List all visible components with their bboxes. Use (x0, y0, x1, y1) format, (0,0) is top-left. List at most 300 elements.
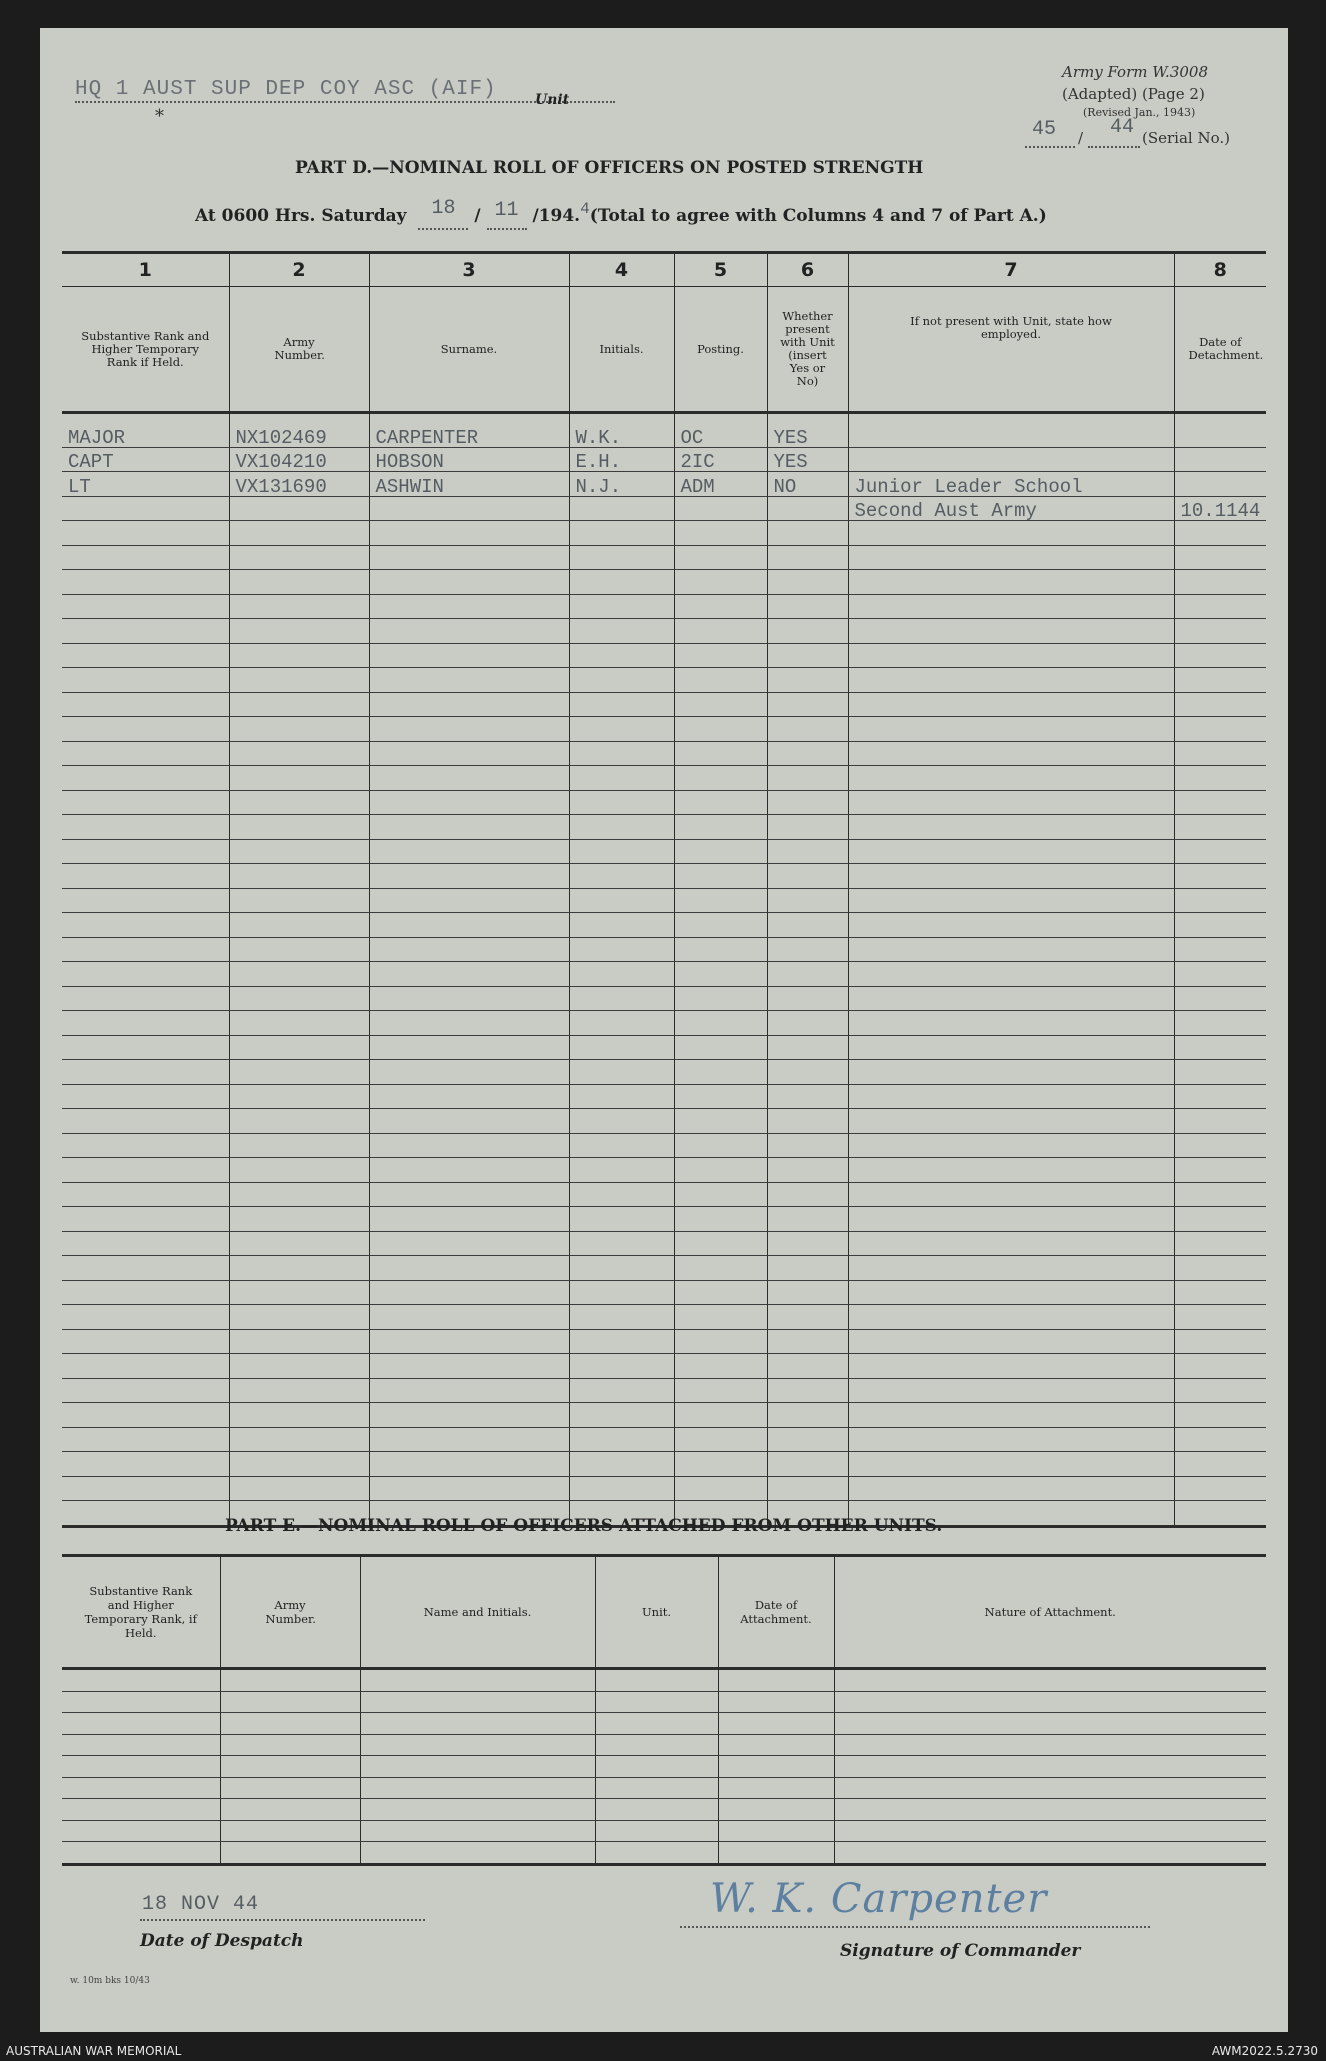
table-cell (229, 1329, 369, 1354)
table-cell (369, 741, 569, 766)
table-cell (1174, 1501, 1266, 1527)
table-cell (569, 766, 674, 791)
table-cell (569, 1109, 674, 1134)
table-row (62, 962, 1266, 987)
table-cell (369, 668, 569, 693)
table-row (62, 619, 1266, 644)
date-separator: / (474, 206, 481, 226)
table-cell (229, 619, 369, 644)
table-cell (360, 1669, 595, 1692)
table-cell (62, 1305, 229, 1330)
credit-right: AWM2022.5.2730 (1211, 2044, 1318, 2058)
table-cell (62, 766, 229, 791)
e-col-header-date: Date of Attachment. (718, 1556, 834, 1669)
despatch-line (140, 1919, 425, 1921)
table-cell (674, 962, 767, 987)
despatch-label: Date of Despatch (140, 1931, 304, 1951)
cell-text: NX102469 (235, 426, 327, 449)
table-cell (834, 1756, 1266, 1778)
table-cell (62, 594, 229, 619)
month-value: 11 (494, 199, 519, 222)
table-cell (674, 1060, 767, 1085)
table-cell (360, 1842, 595, 1865)
table-cell (767, 1109, 848, 1134)
table-cell (848, 1256, 1174, 1281)
part-d-body (62, 413, 1266, 1527)
table-row (62, 937, 1266, 962)
table-cell (369, 1476, 569, 1501)
table-cell (674, 1133, 767, 1158)
table-cell (1174, 643, 1266, 668)
table-cell (1174, 741, 1266, 766)
part-d-title: PART D.—NOMINAL ROLL OF OFFICERS ON POSTED STRENGTH (295, 158, 924, 178)
table-cell (595, 1756, 718, 1778)
table-row (62, 545, 1266, 570)
gap-cell (1174, 413, 1266, 424)
table-cell (62, 1799, 220, 1821)
table-cell (569, 1035, 674, 1060)
table-cell (674, 545, 767, 570)
table-cell (369, 1280, 569, 1305)
table-cell (62, 1256, 229, 1281)
table-cell (674, 570, 767, 595)
table-cell (62, 1452, 229, 1477)
table-cell (229, 1354, 369, 1379)
table-cell (369, 913, 569, 938)
table-cell (674, 692, 767, 717)
table-row (62, 643, 1266, 668)
table-cell (834, 1842, 1266, 1865)
form-name: Army Form W.3008 (1062, 63, 1208, 81)
cell-text: N.J. (575, 475, 622, 498)
table-cell (767, 692, 848, 717)
table-cell (569, 864, 674, 889)
table-row (62, 447, 1266, 472)
table-cell (369, 643, 569, 668)
table-cell (1174, 1305, 1266, 1330)
part-d-table (62, 251, 1266, 1528)
table-cell (767, 1476, 848, 1501)
table-cell (369, 1305, 569, 1330)
table-cell (229, 447, 369, 472)
table-cell (848, 472, 1174, 497)
table-cell (848, 1182, 1174, 1207)
table-cell (674, 1035, 767, 1060)
col-header-detachment: Date of Detachment. (1174, 287, 1266, 413)
table-cell (718, 1799, 834, 1821)
table-cell (229, 1231, 369, 1256)
table-cell (62, 619, 229, 644)
table-cell (62, 888, 229, 913)
table-cell (369, 521, 569, 546)
table-row (62, 1354, 1266, 1379)
table-cell (229, 1378, 369, 1403)
table-cell (848, 1280, 1174, 1305)
table-cell (62, 545, 229, 570)
table-row (62, 839, 1266, 864)
table-cell (848, 790, 1174, 815)
table-cell (1174, 1035, 1266, 1060)
table-cell (229, 1256, 369, 1281)
table-cell (229, 741, 369, 766)
table-cell (369, 570, 569, 595)
table-row (62, 1329, 1266, 1354)
cell-text: MAJOR (68, 426, 126, 449)
table-cell (1174, 668, 1266, 693)
table-cell (674, 594, 767, 619)
table-cell (767, 766, 848, 791)
header-gap-row (62, 413, 1266, 424)
col-header-present: Whether present with Unit (insert Yes or No) (767, 287, 848, 413)
serial-number: 45 (1032, 118, 1057, 141)
table-cell (848, 1452, 1174, 1477)
table-cell (62, 741, 229, 766)
table-cell (569, 1280, 674, 1305)
table-cell (220, 1734, 360, 1756)
table-cell (767, 1378, 848, 1403)
table-cell (1174, 888, 1266, 913)
table-cell (595, 1799, 718, 1821)
part-e-table (62, 1554, 1266, 1866)
part-e-title: PART E.—NOMINAL ROLL OF OFFICERS ATTACHED FROM OTHER UNITS. (225, 1516, 943, 1536)
table-cell (848, 423, 1174, 447)
table-cell (62, 1207, 229, 1232)
table-cell (229, 1182, 369, 1207)
unit-typed: HQ 1 AUST SUP DEP COY ASC (AIF) (75, 78, 497, 101)
table-cell (62, 1035, 229, 1060)
table-cell (1174, 1133, 1266, 1158)
table-cell (229, 1207, 369, 1232)
table-cell (569, 1354, 674, 1379)
table-cell (369, 1060, 569, 1085)
table-row (62, 1158, 1266, 1183)
col-header-rank: Substantive Rank and Higher Temporary Rank if Held. (62, 287, 229, 413)
table-cell (569, 1133, 674, 1158)
table-cell (834, 1713, 1266, 1735)
table-cell (360, 1777, 595, 1799)
gap-cell (674, 413, 767, 424)
table-cell (848, 864, 1174, 889)
at-prefix: At 0600 Hrs. Saturday (195, 206, 407, 226)
table-cell (62, 643, 229, 668)
table-cell (569, 937, 674, 962)
table-cell (369, 472, 569, 497)
table-cell (767, 545, 848, 570)
table-cell (674, 790, 767, 815)
form-adapted: (Adapted) (Page 2) (1062, 85, 1205, 103)
table-row (62, 1378, 1266, 1403)
table-cell (1174, 962, 1266, 987)
table-row (62, 472, 1266, 497)
table-cell (369, 594, 569, 619)
table-row (62, 1182, 1266, 1207)
table-cell (674, 1305, 767, 1330)
cell-text: Junior Leader School (854, 475, 1083, 498)
printer-code: w. 10m bks 10/43 (70, 1976, 150, 1986)
table-cell (674, 619, 767, 644)
table-cell (767, 643, 848, 668)
form-page (40, 28, 1288, 2032)
table-cell (229, 1109, 369, 1134)
table-cell (369, 1158, 569, 1183)
table-cell (718, 1756, 834, 1778)
cell-text: 10.1144 (1180, 500, 1261, 522)
table-cell (369, 1256, 569, 1281)
table-cell (834, 1734, 1266, 1756)
gap-cell (848, 413, 1174, 424)
table-cell (62, 423, 229, 447)
table-cell (569, 423, 674, 447)
table-cell (1174, 1109, 1266, 1134)
table-cell (1174, 1378, 1266, 1403)
table-row (62, 521, 1266, 546)
cell-text: E.H. (575, 451, 622, 473)
unit-label: Unit (535, 92, 570, 108)
table-cell (62, 1713, 220, 1735)
table-cell (62, 496, 229, 521)
table-cell (767, 447, 848, 472)
table-cell (369, 1354, 569, 1379)
table-row (62, 1231, 1266, 1256)
table-cell (569, 619, 674, 644)
table-cell (848, 741, 1174, 766)
table-cell (62, 1734, 220, 1756)
table-cell (569, 1378, 674, 1403)
serial-label: (Serial No.) (1142, 129, 1230, 147)
form-revised: (Revised Jan., 1943) (1083, 106, 1196, 119)
table-cell (595, 1842, 718, 1865)
credit-left: AUSTRALIAN WAR MEMORIAL (6, 2044, 182, 2058)
table-row (62, 1305, 1266, 1330)
table-cell (674, 1476, 767, 1501)
table-cell (848, 913, 1174, 938)
table-cell (848, 986, 1174, 1011)
table-cell (595, 1713, 718, 1735)
table-row (62, 1452, 1266, 1477)
table-cell (229, 496, 369, 521)
table-cell (674, 937, 767, 962)
table-cell (62, 1669, 220, 1692)
table-cell (229, 986, 369, 1011)
table-cell (674, 521, 767, 546)
table-cell (369, 1109, 569, 1134)
despatch-date: 18 NOV 44 (142, 1893, 260, 1916)
table-row (62, 986, 1266, 1011)
table-cell (767, 1011, 848, 1036)
at-hours-line (195, 197, 1047, 230)
table-cell (62, 1756, 220, 1778)
table-cell (62, 1280, 229, 1305)
table-cell (62, 472, 229, 497)
cell-text: LT (68, 475, 91, 498)
column-number-row (62, 253, 1266, 287)
table-row (62, 594, 1266, 619)
year-prefix: /194. (532, 206, 581, 226)
table-cell (569, 1329, 674, 1354)
table-cell (1174, 619, 1266, 644)
table-cell (369, 986, 569, 1011)
table-cell (848, 545, 1174, 570)
table-cell (369, 1427, 569, 1452)
table-cell (1174, 864, 1266, 889)
table-cell (848, 717, 1174, 742)
table-cell (569, 962, 674, 987)
table-cell (848, 594, 1174, 619)
table-cell (848, 1035, 1174, 1060)
table-cell (229, 1133, 369, 1158)
table-row (62, 1734, 1266, 1756)
table-cell (220, 1820, 360, 1842)
table-cell (595, 1691, 718, 1713)
cell-text: VX131690 (235, 475, 327, 498)
table-cell (674, 839, 767, 864)
table-cell (595, 1777, 718, 1799)
table-cell (369, 1035, 569, 1060)
table-cell (220, 1799, 360, 1821)
table-cell (674, 1158, 767, 1183)
table-cell (674, 888, 767, 913)
table-cell (369, 1133, 569, 1158)
col-header-posting: Posting. (674, 287, 767, 413)
table-cell (569, 1476, 674, 1501)
table-cell (62, 1133, 229, 1158)
table-cell (569, 447, 674, 472)
table-cell (767, 496, 848, 521)
table-cell (62, 1084, 229, 1109)
table-cell (569, 570, 674, 595)
table-cell (848, 447, 1174, 472)
table-cell (848, 1403, 1174, 1428)
table-cell (369, 864, 569, 889)
table-cell (229, 472, 369, 497)
cell-text: YES (773, 426, 808, 449)
table-cell (767, 1084, 848, 1109)
table-cell (767, 815, 848, 840)
table-row (62, 1207, 1266, 1232)
table-cell (674, 1207, 767, 1232)
table-cell (767, 888, 848, 913)
table-cell (767, 1305, 848, 1330)
table-cell (62, 1011, 229, 1036)
table-cell (569, 1011, 674, 1036)
table-cell (848, 1109, 1174, 1134)
table-cell (848, 1060, 1174, 1085)
table-cell (62, 692, 229, 717)
table-cell (1174, 986, 1266, 1011)
pencil-mark: * (155, 106, 164, 127)
table-cell (767, 1403, 848, 1428)
table-row (62, 1403, 1266, 1428)
table-cell (369, 962, 569, 987)
table-cell (229, 1403, 369, 1428)
table-cell (229, 692, 369, 717)
table-cell (1174, 1011, 1266, 1036)
cell-text: HOBSON (375, 451, 444, 473)
table-cell (848, 815, 1174, 840)
table-cell (220, 1691, 360, 1713)
table-cell (674, 643, 767, 668)
table-cell (229, 1476, 369, 1501)
col-header-initials: Initials. (569, 287, 674, 413)
table-cell (767, 1280, 848, 1305)
table-cell (369, 839, 569, 864)
table-cell (1174, 1280, 1266, 1305)
table-cell (569, 913, 674, 938)
table-cell (369, 1378, 569, 1403)
e-col-header-unit: Unit. (595, 1556, 718, 1669)
table-cell (220, 1756, 360, 1778)
table-cell (62, 1820, 220, 1842)
table-cell (674, 447, 767, 472)
table-cell (848, 1378, 1174, 1403)
table-cell (767, 962, 848, 987)
table-cell (848, 766, 1174, 791)
table-cell (848, 1427, 1174, 1452)
table-row (62, 717, 1266, 742)
table-row (62, 1799, 1266, 1821)
column-header-row (62, 287, 1266, 413)
serial-year: 44 (1110, 116, 1135, 139)
table-cell (62, 1501, 229, 1527)
table-cell (1174, 790, 1266, 815)
table-cell (1174, 594, 1266, 619)
table-cell (62, 668, 229, 693)
table-cell (229, 1280, 369, 1305)
table-cell (674, 496, 767, 521)
table-cell (229, 1452, 369, 1477)
table-cell (718, 1734, 834, 1756)
col-number: 1 (62, 253, 229, 287)
table-cell (767, 1354, 848, 1379)
table-cell (369, 888, 569, 913)
table-row (62, 766, 1266, 791)
table-cell (569, 1182, 674, 1207)
table-cell (848, 692, 1174, 717)
table-cell (229, 545, 369, 570)
table-cell (674, 1011, 767, 1036)
table-cell (1174, 1182, 1266, 1207)
table-cell (229, 1305, 369, 1330)
table-cell (834, 1691, 1266, 1713)
table-row (62, 1109, 1266, 1134)
table-cell (229, 1427, 369, 1452)
table-cell (369, 423, 569, 447)
cell-text: VX104210 (235, 451, 327, 473)
gap-cell (229, 413, 369, 424)
table-cell (569, 668, 674, 693)
table-cell (674, 815, 767, 840)
table-cell (220, 1713, 360, 1735)
table-row (62, 1756, 1266, 1778)
table-cell (848, 521, 1174, 546)
table-cell (834, 1820, 1266, 1842)
table-cell (569, 594, 674, 619)
table-cell (1174, 1207, 1266, 1232)
table-row (62, 864, 1266, 889)
table-cell (1174, 447, 1266, 472)
table-cell (569, 888, 674, 913)
table-cell (62, 1231, 229, 1256)
table-row (62, 913, 1266, 938)
signature-line (680, 1926, 1150, 1928)
table-cell (674, 1231, 767, 1256)
table-cell (848, 1158, 1174, 1183)
table-cell (220, 1669, 360, 1692)
table-cell (1174, 717, 1266, 742)
table-cell (569, 741, 674, 766)
table-cell (767, 1035, 848, 1060)
cell-text: CAPT (68, 451, 114, 473)
